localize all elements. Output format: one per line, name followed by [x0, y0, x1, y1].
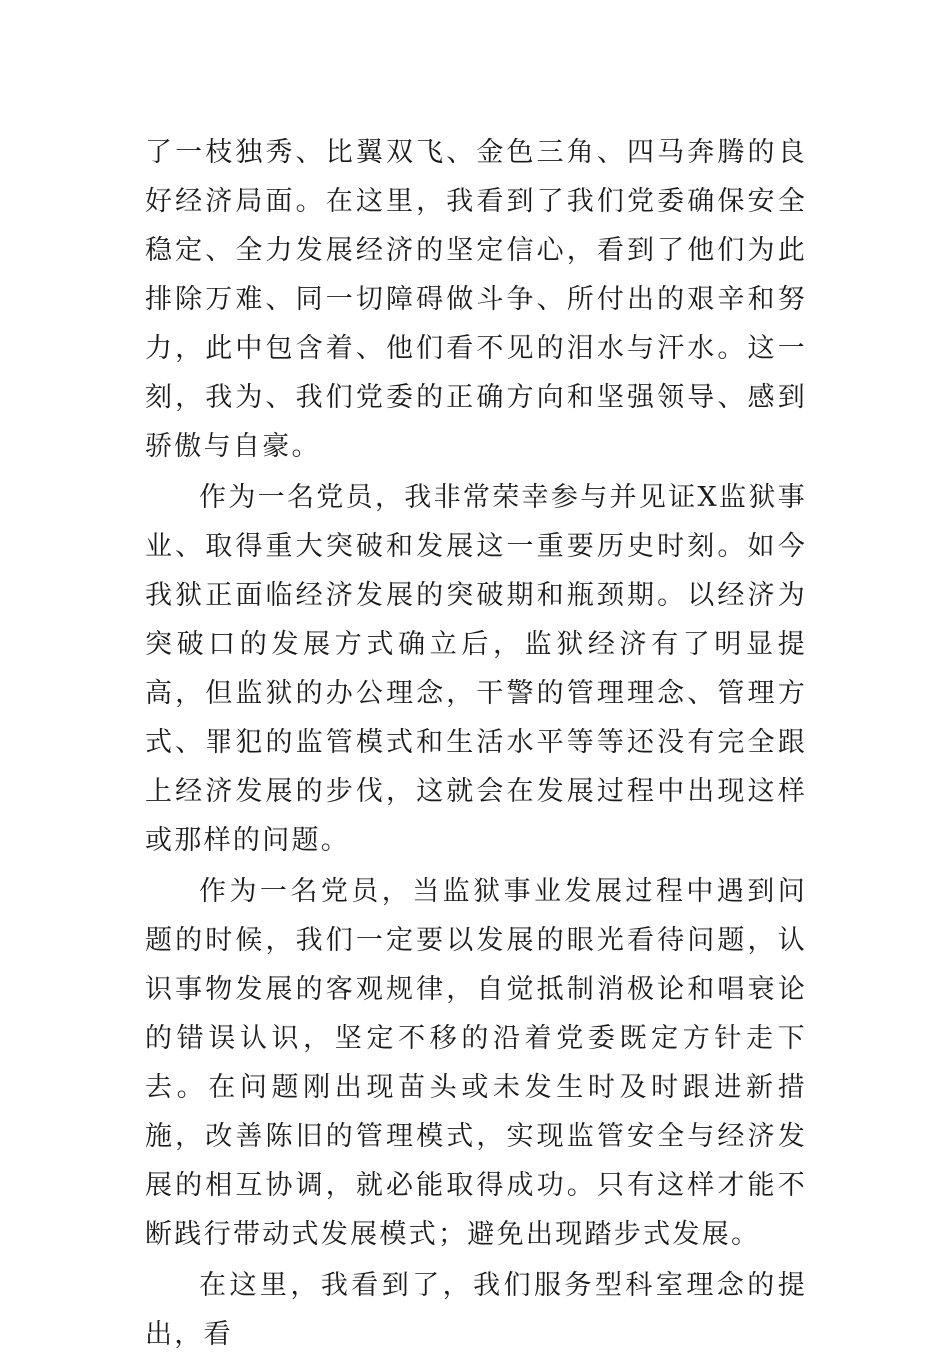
paragraph: 作为一名党员，我非常荣幸参与并见证X监狱事业、取得重大突破和发展这一重要历史时刻。如今我狱正面临经济发展的突破期和瓶颈期。以经济为突破口的发展方式确立后，监狱经济有了明显提高，但监狱的办公理念，干警的管理理念、管理方式、罪犯的监管模式和生活水平等等还没有完全跟上经济发展的步伐，这就会在发展过程中出现这样或那样的问题。: [145, 482, 807, 856]
paragraph: 作为一名党员，当监狱事业发展过程中遇到问题的时候，我们一定要以发展的眼光看待问题，认识事物发展的客观规律，自觉抵制消极论和唱衰论的错误认识，坚定不移的沿着党委既定方针走下去。在问题刚出现苗头或未发生时及时跟进新措施，改善陈旧的管理模式，实现监管安全与经济发展的相互协调，就必能取得成功。只有这样才能不断践行带动式发展模式；避免出现踏步式发展。: [145, 876, 807, 1250]
paragraph: 在这里，我看到了，我们服务型科室理念的提出，看: [145, 1270, 807, 1350]
paragraph: 了一枝独秀、比翼双飞、金色三角、四马奔腾的良好经济局面。在这里，我看到了我们党委确保安全稳定、全力发展经济的坚定信心，看到了他们为此排除万难、同一切障碍做斗争、所付出的艰辛和努力，此中包含着、他们看不见的泪水与汗水。这一刻，我为、我们党委的正确方向和坚强领导、感到骄傲与自豪。: [145, 137, 807, 462]
document-body: [145, 128, 807, 1361]
